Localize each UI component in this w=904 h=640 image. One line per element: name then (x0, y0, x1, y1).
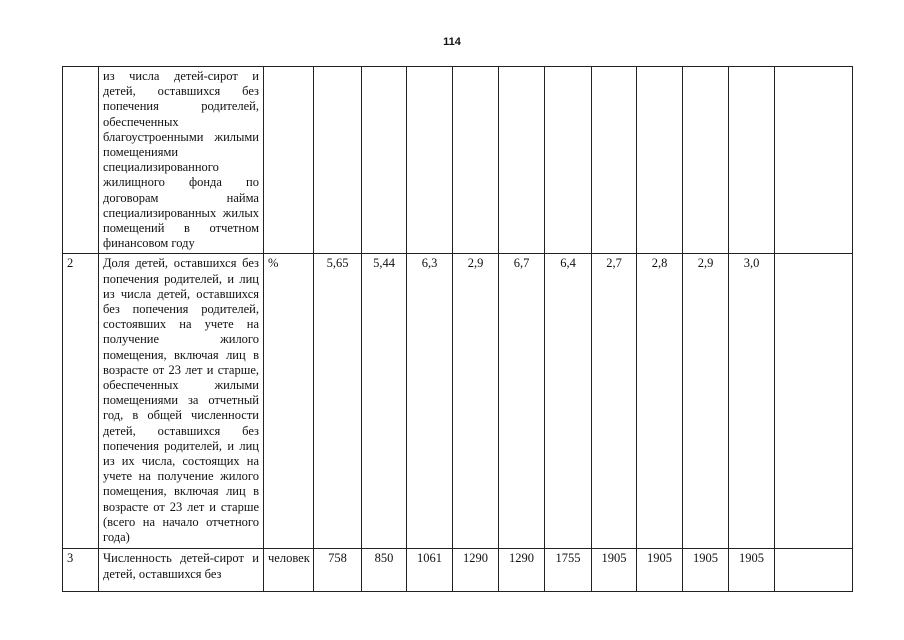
value-cell: 758 (314, 549, 362, 592)
value-cell: 1290 (453, 549, 499, 592)
row-unit: % (264, 254, 314, 549)
value-cell (683, 67, 729, 254)
row-description: Численность детей-сирот и детей, оставшихся без (99, 549, 264, 592)
value-cell (729, 67, 775, 254)
value-cell: 6,4 (545, 254, 592, 549)
value-cell: 1905 (592, 549, 637, 592)
value-cell: 1905 (729, 549, 775, 592)
value-cell (545, 67, 592, 254)
value-cell: 6,7 (499, 254, 545, 549)
row-description: Доля детей, оставшихся без попечения родителей, и лиц из числа детей, оставшихся без попечения родителей, состоявших на учете на получение жилого помещения, включая лиц в возрасте от 23 лет и старше, обеспеченных жилыми помещениями за отчетный год, в общей численности детей, оставшихся без попечения родителей, и лиц из их числа, состоящих на учете на получение жилого помещения, включая лиц в возрасте от 23 лет и старше (всего на начало отчетного года) (99, 254, 264, 549)
value-cell (775, 67, 853, 254)
row-unit (264, 67, 314, 254)
value-cell (453, 67, 499, 254)
value-cell: 2,7 (592, 254, 637, 549)
value-cell: 6,3 (407, 254, 453, 549)
row-unit: человек (264, 549, 314, 592)
value-cell (637, 67, 683, 254)
value-cell: 2,9 (453, 254, 499, 549)
value-cell: 3,0 (729, 254, 775, 549)
value-cell (775, 549, 853, 592)
value-cell: 850 (362, 549, 407, 592)
value-cell: 1905 (637, 549, 683, 592)
table-row (63, 67, 853, 254)
value-cell: 1290 (499, 549, 545, 592)
indicator-table (62, 66, 853, 592)
value-cell: 1755 (545, 549, 592, 592)
row-number: 2 (63, 254, 99, 549)
row-description: из числа детей-сирот и детей, оставшихся без попечения родителей, обеспеченных благоустроенными жилыми помещениями специализированного жилищного фонда по договорам найма специализированных жилых помещений в отчетном финансовом году (99, 67, 264, 254)
value-cell (592, 67, 637, 254)
value-cell (362, 67, 407, 254)
value-cell: 2,8 (637, 254, 683, 549)
value-cell: 1905 (683, 549, 729, 592)
value-cell (407, 67, 453, 254)
value-cell (775, 254, 853, 549)
row-number (63, 67, 99, 254)
value-cell: 2,9 (683, 254, 729, 549)
value-cell (314, 67, 362, 254)
value-cell: 5,44 (362, 254, 407, 549)
value-cell (499, 67, 545, 254)
value-cell: 1061 (407, 549, 453, 592)
table-row (63, 254, 853, 549)
row-number: 3 (63, 549, 99, 592)
page-number: 114 (443, 36, 461, 48)
table-row (63, 549, 853, 592)
value-cell: 5,65 (314, 254, 362, 549)
